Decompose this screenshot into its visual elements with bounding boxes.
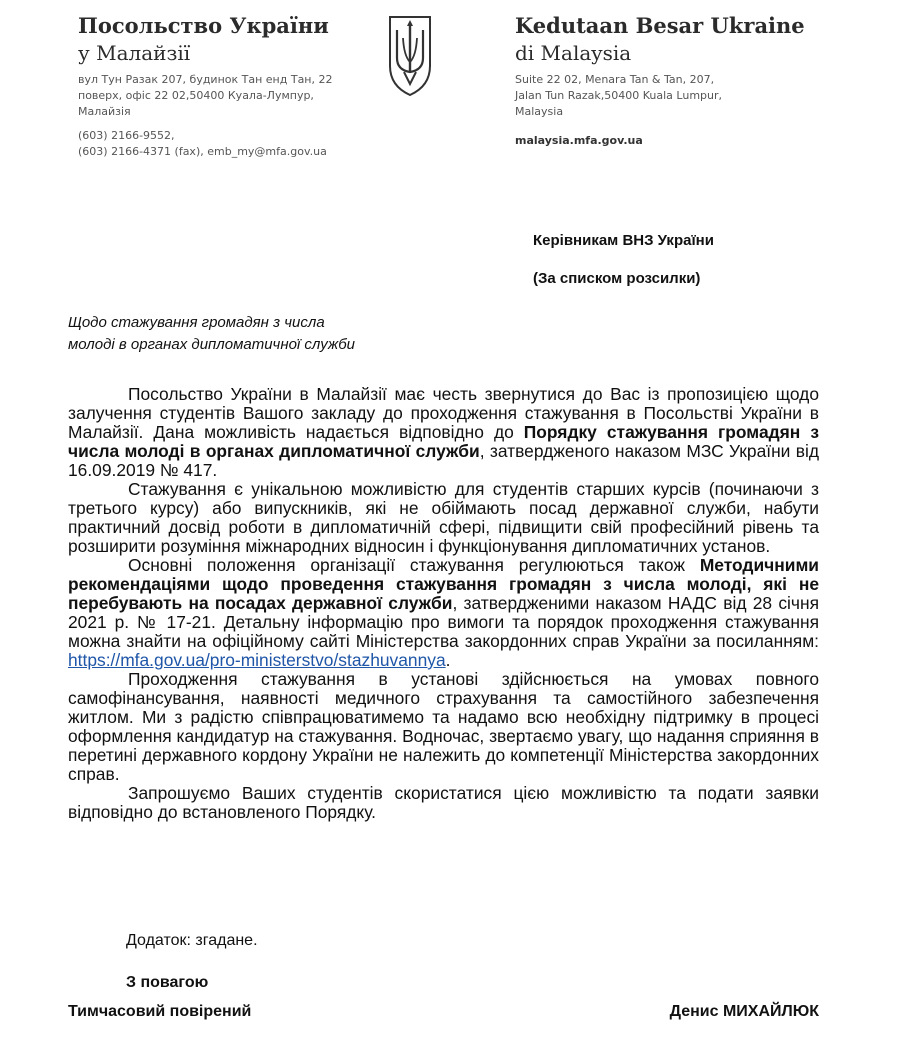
fax-email: (603) 2166-4371 (fax), emb_my@mfa.gov.ua	[78, 145, 327, 158]
header-ukrainian	[78, 12, 378, 160]
address-line-my: Malaysia	[515, 105, 564, 118]
letter-body	[68, 385, 819, 822]
closing-regards: З повагою	[126, 974, 209, 991]
paragraph: Запрошуємо Ваших студентів скористатися цією можливістю та подати заявки відповідно до встановленого Порядку.	[68, 783, 819, 822]
embassy-subtitle-ua: у Малайзії	[78, 41, 191, 65]
address-line-my: Suite 22 02, Menara Tan & Tan, 207,	[515, 73, 715, 86]
mfa-internship-link[interactable]: https://mfa.gov.ua/pro-ministerstvo/stazhuvannya	[68, 650, 446, 670]
address-line-ua: поверх, офіс 22 02,50400 Куала-Лумпур,	[78, 89, 314, 102]
embassy-subtitle-my: di Malaysia	[515, 41, 632, 65]
subject-block	[68, 312, 408, 356]
paragraph: Посольство України в Малайзії має честь звернутися до Вас із пропозицією щодо залучення студентів Вашого закладу до проходження стажування в Посольстві України в Малайзії. Дана можливість надається відповідно до Порядку стажування громадян з числа молоді в органах дипломатичної служби, затвердженого наказом МЗС України від 16.09.2019 № 417.	[68, 384, 819, 480]
address-line-ua: Малайзія	[78, 105, 131, 118]
address-line-my: Jalan Tun Razak,50400 Kuala Lumpur,	[515, 89, 723, 102]
addressee-block	[533, 228, 714, 304]
paragraph: Проходження стажування в установі здійснюється на умовах повного самофінансування, наявності медичного страхування та самостійного забезпечення житлом. Ми з радістю співпрацюватимемо та надамо всю необхідну підтримку в процесі оформлення кандидатур на стажування. Водночас, звертаємо увагу, що надання сприяння в перетині державного кордону України не належить до компетенції Міністерства закордонних справ.	[68, 669, 819, 784]
trident-icon	[387, 14, 433, 98]
phone-number: (603) 2166-9552,	[78, 129, 175, 142]
paragraph: Стажування є унікальною можливістю для студентів старших курсів (починаючи з третього курсу) або випускників, які не обіймають посад державної служби, набути практичний досвід роботи в дипломатичній сфері, підвищити свій професійний рівень та розширити розуміння міжнародних відносин і функціонування дипломатичних установ.	[68, 479, 819, 556]
paragraph: Основні положення організації стажування регулюються також Методичними рекомендаціями щодо проведення стажування громадян з числа молоді, які не перебувають на посадах державної служби, затвердженими наказом НАДС від 28 січня 2021 р. № 17-21. Детальну інформацію про вимоги та порядок проходження стажування можна знайти на офіційному сайті Міністерства закордонних справ України за посиланням: https://mfa.gov.ua/pro-ministerstvo/stazhuvannya.	[68, 555, 819, 670]
attachment-note: Додаток: згадане.	[126, 932, 258, 949]
website-link[interactable]: malaysia.mfa.gov.ua	[515, 134, 643, 147]
subject-line: Щодо стажування громадян з числа	[68, 314, 325, 331]
document-reference: Методичними рекомендаціями щодо проведення стажування громадян з числа молоді, які не перебувають на посадах державної служби	[68, 555, 819, 613]
signer-position: Тимчасовий повірений	[68, 1003, 252, 1020]
addressee-line: Керівникам ВНЗ України	[533, 232, 714, 249]
document-reference: Порядку стажування громадян з числа молоді в органах дипломатичної служби	[68, 422, 819, 461]
address-line-ua: вул Тун Разак 207, будинок Тан енд Тан, 22	[78, 73, 333, 86]
embassy-title-my: Kedutaan Besar Ukraine	[515, 13, 805, 38]
header-malay	[515, 12, 845, 147]
signer-name: Денис МИХАЙЛЮК	[669, 1003, 819, 1020]
addressee-line: (За списком розсилки)	[533, 270, 701, 287]
subject-line: молоді в органах дипломатичної служби	[68, 336, 355, 353]
embassy-title-ua: Посольство України	[78, 13, 329, 38]
